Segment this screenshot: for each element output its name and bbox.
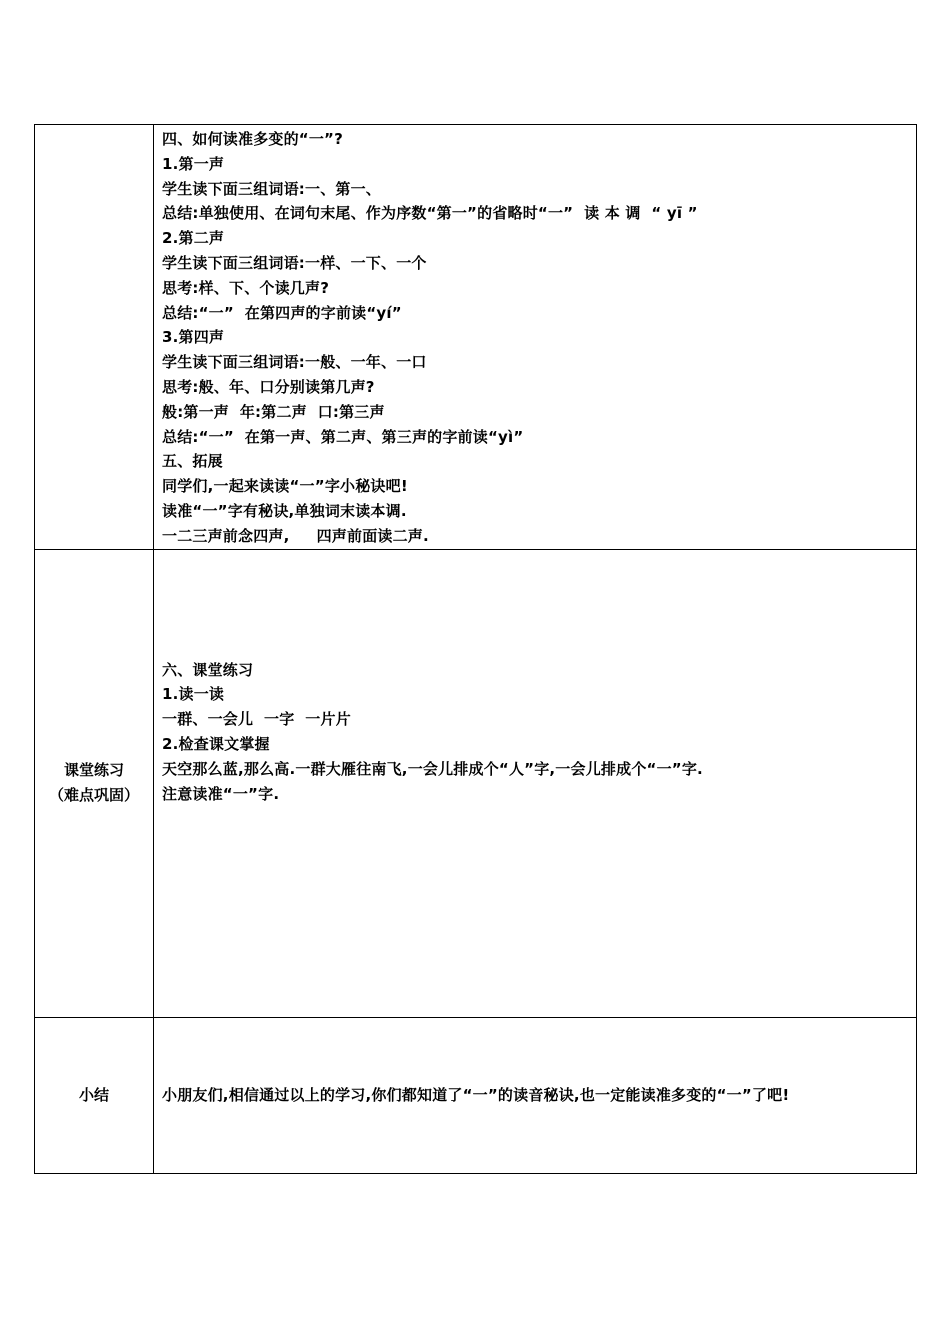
content-line: 2.检查课文掌握 (162, 734, 270, 753)
fourth-tone-heading: 3.第四声 (162, 328, 225, 347)
table-row-practice (35, 549, 917, 1017)
practice-sublabel: （难点巩固） (48, 786, 139, 805)
second-tone-heading: 2.第二声 (162, 229, 225, 248)
content-line: 读准“一”字有秘诀,单独词末读本调. (162, 501, 407, 520)
practice-label-cell (35, 549, 154, 1017)
content-line: 同学们,一起来读读“一”字小秘诀吧! (162, 477, 408, 496)
lesson-plan-table (34, 124, 917, 1174)
summary-label: 小结 (78, 1085, 109, 1104)
table-row-section-4 (35, 125, 917, 550)
content-line: 总结:“一” 在第一声、第二声、第三声的字前读“yì” (162, 427, 524, 446)
content-line: 般:第一声 年:第二声 口:第三声 (162, 402, 385, 421)
content-line: 思考:般、年、口分别读第几声? (162, 377, 375, 396)
content-line: 总结:“一” 在第四声的字前读“yí” (162, 303, 402, 322)
section-6-heading: 六、课堂练习 (162, 660, 254, 679)
label-cell-empty (35, 125, 154, 550)
content-line: 学生读下面三组词语:一样、一下、一个 (162, 253, 427, 272)
table-row-summary (35, 1017, 917, 1173)
practice-content (154, 549, 917, 1017)
content-line: 一二三声前念四声, 四声前面读二声. (162, 526, 429, 545)
content-line: 学生读下面三组词语:一般、一年、一口 (162, 353, 427, 372)
summary-text: 小朋友们,相信通过以上的学习,你们都知道了“一”的读音秘诀,也一定能读准多变的“一”了吧! (162, 1085, 790, 1104)
practice-label: 课堂练习 (63, 761, 124, 780)
content-line: 总结:单独使用、在词句末尾、作为序数“第一”的省略时“一” 读 本 调 “ yī ” (162, 204, 698, 223)
section-5-heading: 五、拓展 (162, 452, 223, 471)
content-line: 一群、一会儿 一字 一片片 (162, 710, 351, 729)
section-4-content (154, 125, 917, 550)
content-line: 1.读一读 (162, 685, 225, 704)
content-line: 思考:样、下、个读几声? (162, 278, 330, 297)
summary-label-cell (35, 1017, 154, 1173)
section-4-heading: 四、如何读准多变的“一”? (162, 130, 344, 148)
content-line: 学生读下面三组词语:一、第一、 (162, 179, 381, 198)
content-line: 注意读准“一”字. (162, 784, 280, 803)
first-tone-heading: 1.第一声 (162, 154, 225, 173)
summary-content (154, 1017, 917, 1173)
content-line: 天空那么蓝,那么高.一群大雁往南飞,一会儿排成个“人”字,一会儿排成个“一”字. (162, 759, 703, 778)
